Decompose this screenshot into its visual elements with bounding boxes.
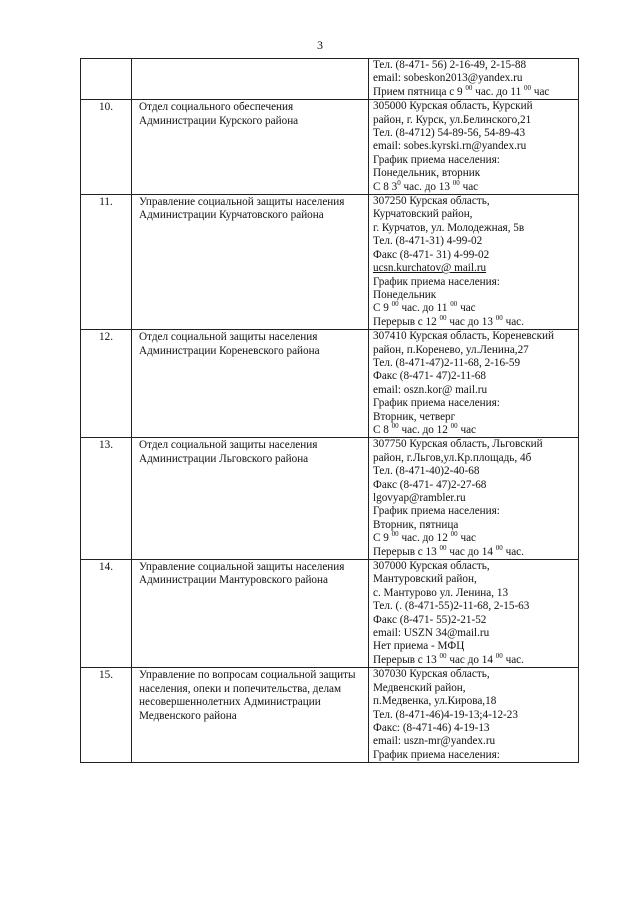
contact-line: Мантуровский район, [373,573,477,586]
contact-line: Тел. (8-471-40)2-40-68 [373,465,480,478]
row-number: 14. [81,560,132,668]
contact-line: email: uszn-mr@yandex.ru [373,735,496,748]
row-number: 10. [81,100,132,195]
row-number [81,59,132,100]
contact-line: С 8 $^{00}$ час. до 12 $^{00}$ час [373,421,477,436]
contact-line: С 8 $3^0$ час. до 13 $^{00}$ час [373,178,479,193]
contact-info [369,59,579,100]
contact-line: район, г. Курск, ул.Белинского,21 [373,113,532,126]
contact-line: lgovyap@rambler.ru [373,492,466,504]
contact-line: 307030 Курская область, [373,668,490,681]
contact-line: Тел. (. (8-471-55)2-11-68, 2-15-63 [373,600,530,613]
contact-line: 307750 Курская область, Льговский [373,438,543,451]
contact-info [369,100,579,195]
table-row [81,330,579,438]
table-row [81,438,579,560]
row-number: 13. [81,438,132,560]
organization-name: Управление социальной защиты населения Администрации Курчатовского района [132,195,369,330]
social-protection-table [80,58,579,763]
row-number: 15. [81,668,132,763]
contact-line: Вторник, четверг [373,410,456,423]
contact-line: С 9 $^{00}$ час. до 12 $^{00}$ час [373,530,477,545]
contact-line: 307000 Курская область, [373,560,490,573]
contact-line: Факс (8-471- 55)2-21-52 [373,613,487,626]
contact-info [369,560,579,668]
contact-line: Прием пятница с 9 $^{00}$ час. до 11 $^{00}$ час [373,83,550,98]
organization-name: Отдел социальной защиты населения Администрации Кореневского района [132,330,369,438]
contact-line: район, г.Льгов,ул.Кр.площадь, 4б [373,451,532,464]
contact-line: Понедельник [373,288,437,301]
row-number: 12. [81,330,132,438]
contact-line: ucsn.kurchatov@ mail.ru [373,262,487,275]
table-row [81,59,579,100]
contact-line: г. Курчатов, ул. Молодежная, 5в [373,221,525,234]
contact-line: Понедельник, вторник [373,167,481,180]
contact-line: Факс: (8-471-46) 4-19-13 [373,721,490,734]
table-row [81,100,579,195]
contact-line: 307250 Курская область, [373,195,490,208]
table-body [81,59,579,763]
contact-line: Перерыв с 13 $^{00}$ час до 14 $^{00}$ час. [373,543,524,558]
contact-line: Факс (8-471- 47)2-27-68 [373,478,487,491]
contact-line: 307410 Курская область, Кореневский [373,330,555,343]
contact-line: График приема населения: [373,153,500,166]
contact-line: 305000 Курская область, Курский [373,100,533,113]
contact-info [369,668,579,763]
contact-line: Медвенский район, [373,681,466,694]
contact-line: График приема населения: [373,397,500,410]
organization-name: Отдел социальной защиты населения Администрации Льговского района [132,438,369,560]
contact-line: Вторник, пятница [373,518,459,531]
contact-line: Тел. (8-4712) 54-89-56, 54-89-43 [373,127,526,140]
table-row [81,668,579,763]
contact-line: Перерыв с 12 $^{00}$ час до 13 $^{00}$ час. [373,313,524,328]
organization-name: Управление по вопросам социальной защиты населения, опеки и попечительства, делам несовершеннолетних Администрации Медвенского района [132,668,369,763]
contact-info [369,195,579,330]
contact-line: Тел. (8-471-47)2-11-68, 2-16-59 [373,356,521,369]
contact-line: Перерыв с 13 $^{00}$ час до 14 $^{00}$ час. [373,651,524,666]
contact-line: email: sobeskon2013@yandex.ru [373,72,523,85]
contact-line: email: sobes.kyrski.rn@yandex.ru [373,140,527,153]
contact-line: С 9 $^{00}$ час. до 11 $^{00}$ час [373,300,476,315]
contact-line: район, п.Коренево, ул.Ленина,27 [373,343,529,356]
contact-line: Тел. (8-471-31) 4-99-02 [373,235,483,248]
contact-line: Факс (8-471- 31) 4-99-02 [373,248,490,261]
organization-name [132,59,369,100]
organization-name: Управление социальной защиты населения Администрации Мантуровского района [132,560,369,668]
contact-line: email: oszn.kor@ mail.ru [373,383,488,396]
organization-name: Отдел социального обеспечения Администрации Курского района [132,100,369,195]
row-number: 11. [81,195,132,330]
page-number: 3 [317,38,323,52]
contact-line: Тел. (8-471-46)4-19-13;4-12-23 [373,708,518,721]
contact-line: email: USZN 34@mail.ru [373,627,490,640]
contact-info [369,330,579,438]
contact-line: График приема населения: [373,505,500,518]
table-row [81,560,579,668]
contact-line: График приема населения: [373,748,500,761]
table-row [81,195,579,330]
contact-info [369,438,579,560]
contact-line: Курчатовский район, [373,208,473,221]
contact-line: График приема населения: [373,275,500,288]
contact-line: с. Мантурово ул. Ленина, 13 [373,586,509,599]
contact-line: Факс (8-471- 47)2-11-68 [373,370,486,383]
contact-line: Тел. (8-471- 56) 2-16-49, 2-15-88 [373,59,527,71]
contact-line: п.Медвенка, ул.Кирова,18 [373,695,497,708]
contact-line: Нет приема - МФЦ [373,640,465,653]
